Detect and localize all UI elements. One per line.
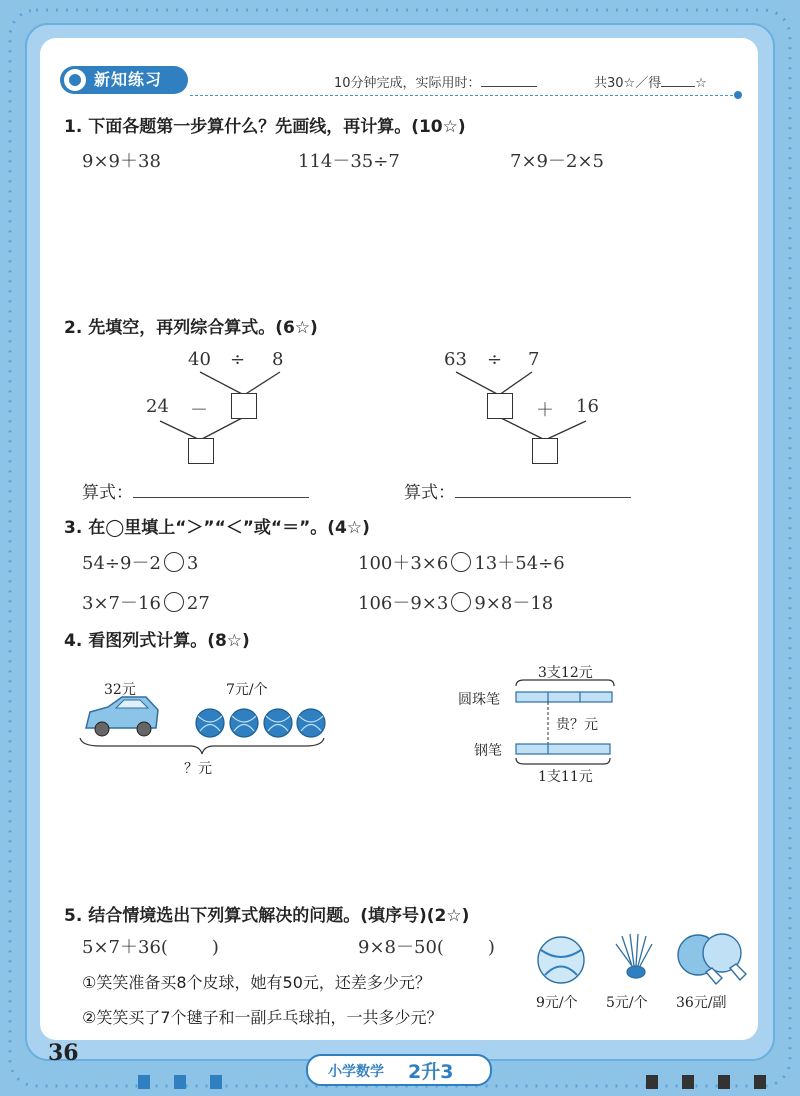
tree2-a: 63 <box>444 349 467 370</box>
total-unknown: ？元 <box>184 761 212 777</box>
ballpen-label: 圆珠笔 <box>458 692 500 708</box>
shuttlecock-icon <box>616 934 652 978</box>
q3-item-3: 3×7－16 27 <box>82 593 210 614</box>
q1-expr-2: 114－35÷7 <box>298 151 400 172</box>
formula-label-1: 算式： <box>82 478 309 503</box>
q3-item-2: 100＋3×6 13＋54÷6 <box>358 553 565 574</box>
footer-marker <box>646 1075 658 1089</box>
fountain-pen-label: 钢笔 <box>474 743 502 759</box>
footer-marker <box>754 1075 766 1089</box>
q2-title: 2. 先填空，再列综合算式。(6☆) <box>64 318 318 338</box>
q5-expr-2: 9×8－50( ) <box>358 937 495 958</box>
time-label: 10分钟完成，实际用时： <box>334 72 537 91</box>
footer-brand <box>306 1054 492 1086</box>
tree1-op2: － <box>190 400 208 421</box>
q3-item-4: 106－9×3 9×8－18 <box>358 593 554 614</box>
footer-marker <box>174 1075 186 1089</box>
q5-problem-1: ①笑笑准备买8个皮球，她有50元，还差多少元？ <box>82 973 431 992</box>
tree2-op1: ÷ <box>487 349 503 370</box>
q1-title: 1. 下面各题第一步算什么？先画线，再计算。(10☆) <box>64 117 466 137</box>
car-price: 32元 <box>104 682 136 698</box>
q3-item-1: 54÷9－2 3 <box>82 553 199 574</box>
badge-label: 新知练习 <box>94 70 163 89</box>
q5-expr-1: 5×7＋36( ) <box>82 937 219 958</box>
pen-bottom-label: 1支11元 <box>538 769 593 785</box>
pen-top-label: 3支12元 <box>538 665 593 681</box>
paddle-price-label: 36元/副 <box>676 995 727 1011</box>
ball-price-label: 9元/个 <box>536 995 578 1011</box>
footer-grade-label: 2升3 <box>408 1061 454 1083</box>
tree1-a: 40 <box>188 349 211 370</box>
footer-marker <box>718 1075 730 1089</box>
q1-expr-3: 7×9－2×5 <box>510 151 604 172</box>
tree1-c: 24 <box>146 396 169 417</box>
q1-expr-1: 9×9＋38 <box>82 151 161 172</box>
tree2-op2: ＋ <box>536 400 554 421</box>
tree2-c: 16 <box>576 396 599 417</box>
q5-title: 5. 结合情境选出下列算式解决的问题。(填序号)(2☆) <box>64 906 470 926</box>
tree1-op1: ÷ <box>230 349 246 370</box>
tree2-b: 7 <box>528 349 540 370</box>
footer-brand-label: 小学数学 <box>328 1064 384 1080</box>
page-number: 36 <box>48 1040 79 1066</box>
formula-label-2: 算式： <box>404 478 631 503</box>
score-label: 共30☆／得 ☆ <box>594 72 707 91</box>
ball-price: 7元/个 <box>226 682 268 698</box>
footer-marker <box>210 1075 222 1089</box>
ping-pong-paddle-icon <box>678 934 746 984</box>
q5-problem-2: ②笑笑买了7个毽子和一副乒乓球拍，一共多少元？ <box>82 1008 443 1027</box>
footer-marker <box>138 1075 150 1089</box>
footer-marker <box>682 1075 694 1089</box>
ball-icon <box>538 937 584 983</box>
diff-label: 贵？元 <box>556 717 598 733</box>
shuttlecock-price-label: 5元/个 <box>606 995 648 1011</box>
q4-title: 4. 看图列式计算。(8☆) <box>64 631 250 651</box>
tree1-b: 8 <box>272 349 284 370</box>
q3-title: 3. 在◯里填上“＞”“＜”或“＝”。(4☆) <box>64 518 370 538</box>
